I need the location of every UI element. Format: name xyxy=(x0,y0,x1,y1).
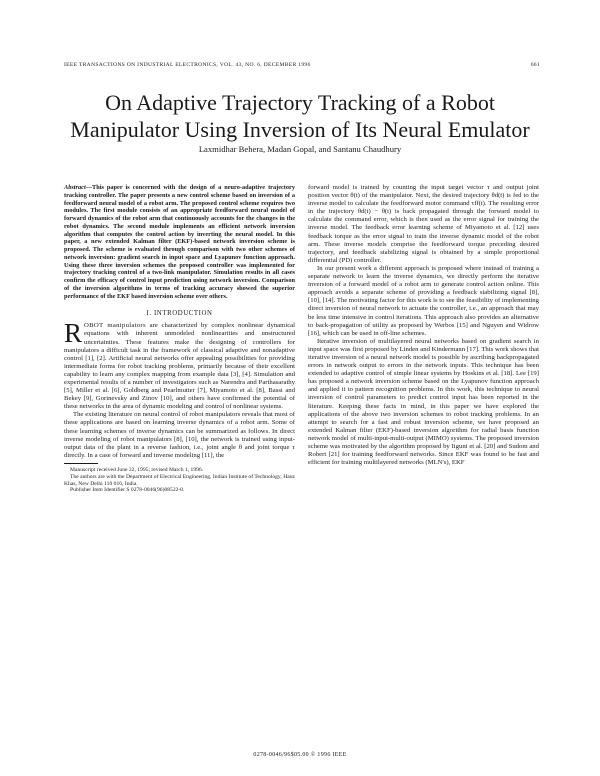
abstract-text: This paper is concerned with the design of a neuro-adaptive trajectory tracking controller. The paper presents a new control scheme based on inversion of a feedforward neural model of a robot arm. The proposed control scheme requires two modules. The first module consists of an appropriate feedforward neural model of forward dynamics of the robot arm that continuously accounts for the changes in the robot dynamics. The second module implements an efficient network inversion algorithm that computes the control action by inverting the neural model. In this paper, a new extended Kalman filter (EKF)-based network inversion scheme is proposed. The scheme is evaluated through comparison with two other schemes of network inversion: gradient search in input space and Lyapunov function approach. Using these three inversion schemes the proposed controller was implemented for trajectory tracking control of a two-link manipulator. Simulation results in all cases confirm the efficacy of control input prediction using network inversion. Comparison of the inversion algorithms in terms of tracking accuracy showed the superior performance of the EKF based inversion scheme over others. xyxy=(64,184,295,300)
left-column xyxy=(64,184,295,494)
intro-paragraph-2: The existing literature on neural control of robot manipulators reveals that most of these applications are based on learning inverse dynamics of a robot arm. Some of these learning schemes of inverse dynamics can be summarized as follows. In direct inverse modeling of robot manipulators [8], [10], the network is trained using input-output data of the plant in a reverse fashion, i.e., joint angle θ and joint torque τ directly. In a case of forward and inverse modeling [11], the xyxy=(64,411,295,459)
right-paragraph-2: In our present work a different approach is proposed where instead of training a separate network to learn the inverse dynamics, we directly perform the iterative inversion of a forward model of a robot arm to generate control action online. This approach avoids a separate scheme of providing a feedback stabilizing signal [8], [10], [14]. The motivating factor for this work is to see the feasibility of implementing direct inversion of neural network to actuate the controller, i.e., an approach that may be less time intensive in control iterations. This approach also provides an alternative to back-propagation of utility as proposed by Werbos [15] and Nguyen and Widrow [16], which can be used in off-line schemes. xyxy=(308,264,539,337)
right-paragraph-3: Iterative inversion of multilayered neural networks based on gradient search in input space was first proposed by Linden and Kindermann [17]. This work shows that iterative inversion of a neural network model is possible by ascribing backpropagated errors in network output to errors in the network inputs. This technique has been extended to adaptive control of simple linear systems by Hoskins et al. [18]. Lee [19] has proposed a network inversion scheme based on the Lyapunov function approach and applied it to pattern recognition problems. In this work, this technique to neural inversion of control parameters to predict control input has been reported in the literature. Keeping these facts in mind, in this paper we have explored the applications of the above two inversion schemes to robot tracking problems. In an attempt to search for a fast and robust inversion scheme, we have proposed an extended Kalman filter (EKF)-based inversion algorithm for radial basis function network model of multi-input-multi-output (MIMO) systems. The proposed inversion scheme was motivated by the algorithm proposed by Iiguni et al. [20] and Sudom and Robert [21] for training feedforward networks. Since EKF was found to be fast and efficient for training multilayered networks (MLN's), EKF xyxy=(308,337,539,467)
section-heading: I. INTRODUCTION xyxy=(146,310,213,318)
intro-paragraph-1 xyxy=(64,318,295,411)
intro-p1-text: are characterized by complex nonlinear dynamical equations with inherent unmodeled nonlinearities and unstructured uncertainties. These features make the designing of controllers for manipulators a difficult task in the framework of classical adaptive and nonadaptive control [1], [2]. Artificial neural networks offer appealing possibilities for providing intermediate forms for robot tracking problems, primarily because of their excellent capability to learn any complex mapping from example data [3], [4]. Simulation and experimental results of a number of investigators such as Narendra and Parthasarathy [5], Miller et al. [6], Goldberg and Pearlmutter [7], Miyamoto et al. [8], Bassi and Bekey [9], Gorinevsky and Zinov [10], and others have confirmed the potential of these networks in the area of dynamic modeling and control of nonlinear systems. xyxy=(64,322,295,411)
footnote-pii: Publisher Item Identifier S 0278-0046(96)08522-0. xyxy=(70,487,185,494)
abstract-label: Abstract— xyxy=(64,184,92,191)
footnote-received: Manuscript received June 22, 1995; revised March 1, 1996. xyxy=(70,466,204,473)
right-column xyxy=(308,184,539,467)
drop-cap: R xyxy=(64,318,83,349)
footnote-affiliation: The authors are with the Department of Electrical Engineering, Indian Institute of Technology, Hauz Khas, New Delhi 110 016, India. xyxy=(64,473,295,487)
author-list: Laxmidhar Behera, Madan Gopal, and Santanu Chaudhury xyxy=(198,144,402,154)
abstract xyxy=(64,184,295,300)
running-header xyxy=(64,62,540,72)
footnote-rule xyxy=(64,463,98,464)
journal-line: IEEE TRANSACTIONS ON INDUSTRIAL ELECTRONICS, VOL. 43, NO. 6, DECEMBER 1996 xyxy=(64,62,311,68)
intro-lead: OBOT manipulators xyxy=(84,322,146,330)
paper-title: On Adaptive Trajectory Tracking of a Robot Manipulator Using Inversion of Its Neural Emulator xyxy=(70,90,530,142)
copyright-line: 0278-0046/96$05.00 © 1996 IEEE xyxy=(253,752,347,758)
page-number: 661 xyxy=(530,62,540,68)
right-paragraph-1: forward model is trained by counting the input target vector τ and output joint position vector θ(t) of the manipulator. Next, the desired trajectory θd(t) is fed to the inverse model to calculate the feedforward motor command τff(t). The resulting error in the trajectory θd(t) − θ(t) is back propagated through the forward model to calculate the command error, which is then used as the error signal for training the inverse model. The feedback error learning scheme of Miyamoto et al. [12] uses feedback torque as the error signal to train the inverse dynamic model of the robot arm. These inverse models comprise the feedforward torque preceding desired trajectory, and feedback stabilizing signal is obtained by a simple proportional differential (PD) controller. xyxy=(308,184,539,264)
